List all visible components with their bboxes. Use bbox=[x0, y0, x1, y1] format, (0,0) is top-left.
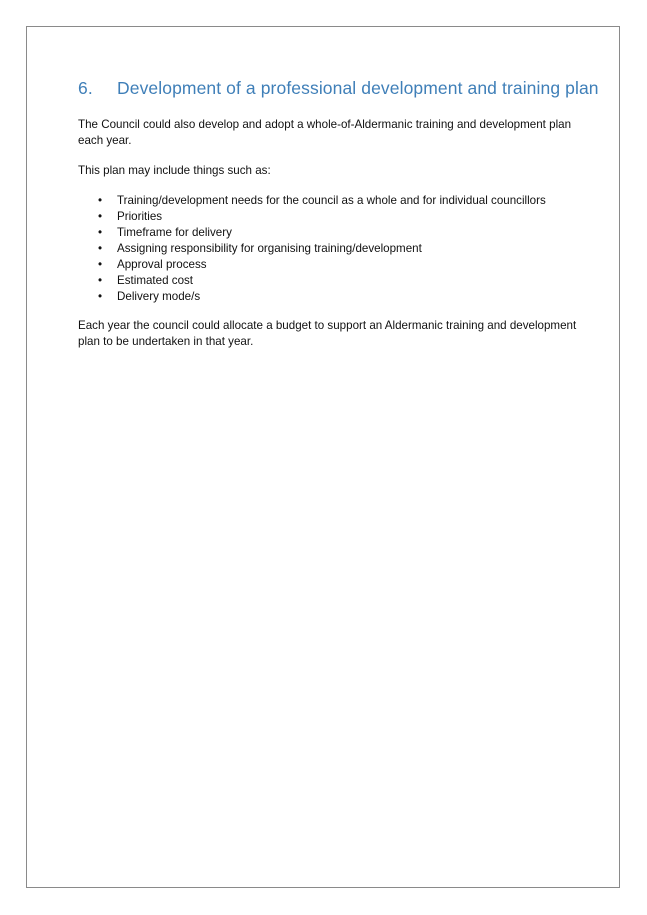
section-number: 6. bbox=[78, 78, 93, 98]
list-item: • Assigning responsibility for organising training/development bbox=[98, 242, 422, 255]
intro-paragraph: The Council could also develop and adopt a whole-of-Aldermanic training and development plan each year. bbox=[78, 118, 572, 147]
list-item: • Approval process bbox=[98, 258, 207, 271]
list-intro-paragraph: This plan may include things such as: bbox=[78, 164, 271, 177]
bullet-icon: • bbox=[98, 210, 103, 223]
list-item: • Training/development needs for the council as a whole and for individual councillors bbox=[98, 194, 546, 207]
section-title: Development of a professional development and training plan bbox=[117, 78, 599, 98]
list-item: • Delivery mode/s bbox=[98, 290, 201, 303]
bullet-icon: • bbox=[98, 258, 103, 271]
bullet-icon: • bbox=[98, 194, 103, 207]
list-item: • Estimated cost bbox=[98, 274, 194, 287]
list-item: • Timeframe for delivery bbox=[98, 226, 232, 239]
budget-paragraph: Each year the council could allocate a budget to support an Aldermanic training and development plan to be undertaken in that year. bbox=[78, 319, 577, 348]
bullet-icon: • bbox=[98, 242, 103, 255]
list-item: • Priorities bbox=[98, 210, 163, 223]
bullet-icon: • bbox=[98, 226, 103, 239]
bullet-icon: • bbox=[98, 274, 103, 287]
section-heading bbox=[78, 78, 599, 99]
plan-items-list bbox=[98, 193, 546, 305]
page-border bbox=[26, 26, 620, 888]
bullet-icon: • bbox=[98, 290, 103, 303]
